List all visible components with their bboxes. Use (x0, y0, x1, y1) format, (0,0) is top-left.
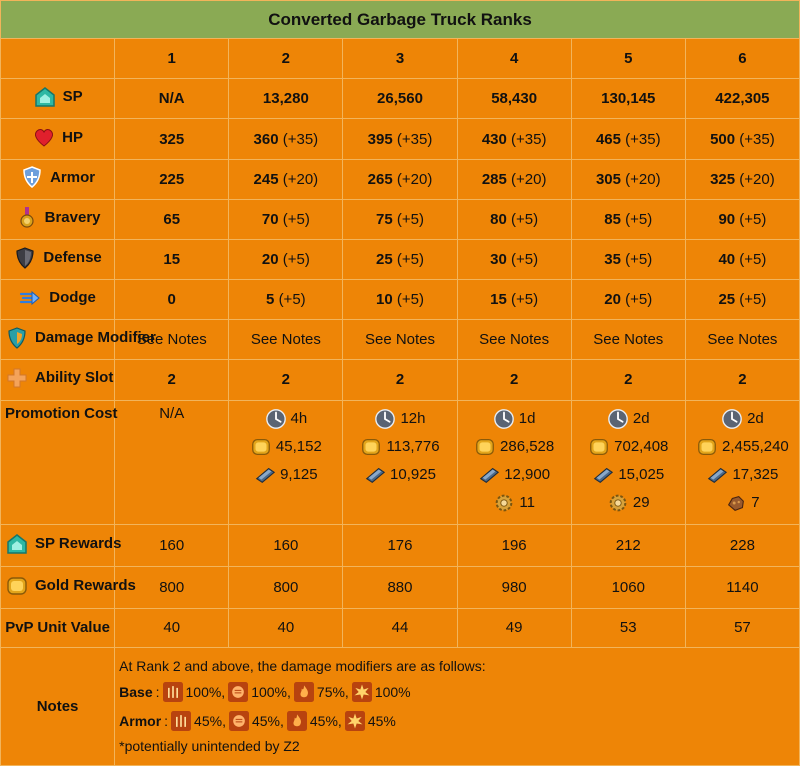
damage_modifier-label-cell (1, 320, 156, 360)
hp-cell-rank-4 (457, 119, 571, 159)
hp-increment: (+35) (396, 130, 433, 148)
gold_rewards-cell-rank-4 (457, 567, 571, 609)
armor-cell-rank-2 (229, 159, 343, 199)
armor-increment: (+20) (511, 170, 547, 188)
dodge-increment: (+5) (511, 291, 539, 309)
sp_rewards-cell-rank-2 (229, 525, 343, 567)
hp-row (1, 119, 800, 159)
defense-row (1, 239, 800, 279)
shield-icon (20, 165, 44, 189)
dodge-cell-rank-1 (115, 280, 229, 320)
ability_slot-value: 2 (167, 371, 176, 389)
armor-increment: (+20) (396, 170, 433, 188)
pvp-cell-rank-6 (685, 609, 799, 647)
defense-label: Defense (43, 249, 102, 266)
bravery-cell-rank-5 (571, 199, 685, 239)
fist-icon (229, 711, 249, 731)
cost-gold-value: 702,408 (614, 438, 669, 456)
damage_modifier-value: See Notes (593, 331, 664, 349)
rank-header-1: 1 (115, 39, 229, 79)
hp-cell-rank-3 (343, 119, 457, 159)
ability_slot-label-cell (1, 360, 115, 400)
ore-icon (725, 492, 747, 514)
gold-icon (250, 436, 272, 458)
cost-gold-line (233, 433, 338, 461)
gold-icon (696, 436, 718, 458)
cost-time-line (690, 405, 795, 433)
gold_rewards-row (1, 567, 800, 609)
cost-ore-line (690, 489, 795, 517)
iron-icon (592, 464, 614, 486)
armor-cell-rank-4 (457, 159, 571, 199)
sp_rewards-label: SP Rewards (35, 535, 122, 553)
armor-value: 325 (710, 170, 736, 188)
sp-row (1, 79, 800, 119)
ability_slot-label: Ability Slot (35, 369, 114, 387)
hp-value: 465 (595, 130, 621, 148)
pvp-cell-rank-5 (571, 609, 685, 647)
dodge-increment: (+5) (278, 291, 306, 309)
gold_rewards-value: 980 (501, 579, 527, 597)
hp-increment: (+35) (625, 130, 661, 148)
ability_slot-cell-rank-6 (685, 360, 799, 400)
cost-gold-value: 113,776 (386, 438, 440, 456)
rank-header-4: 4 (457, 39, 571, 79)
sp_rewards-value: 160 (273, 537, 299, 555)
medal-icon (15, 205, 39, 229)
gold_rewards-value: 1060 (611, 579, 645, 597)
gold-icon (588, 436, 610, 458)
defense-value: 35 (604, 251, 621, 268)
dodge-cell-rank-3 (343, 280, 457, 320)
gold_rewards-cell-rank-6 (685, 567, 799, 609)
armor-cell-rank-1 (115, 159, 229, 199)
armor-increment: (+20) (282, 170, 319, 188)
ability_slot-value: 2 (395, 371, 405, 389)
cost-time-line (347, 405, 452, 433)
gold_rewards-value: 800 (273, 579, 299, 597)
promotion-cost-rank-1 (115, 400, 229, 524)
promotion-cost-rank-6 (685, 400, 799, 524)
cost-time-value: 2d (632, 410, 650, 428)
sp-value: 26,560 (377, 90, 423, 108)
defense-cell-rank-5 (571, 239, 685, 279)
bravery-value: 90 (718, 210, 736, 228)
cost-gold-line (462, 433, 567, 461)
sp-label: SP (62, 88, 83, 106)
notes-base-bullets: 100%, (185, 683, 226, 700)
notes-armor-line: Armor : 45%, 45%, 45%, 45% (119, 712, 396, 729)
notes-row (1, 647, 800, 766)
cost-ore-value: 7 (751, 494, 760, 512)
hp-cell-rank-5 (571, 119, 685, 159)
bravery-cell-rank-6 (685, 199, 799, 239)
defense-increment: (+5) (739, 251, 767, 268)
sp-cell-rank-4 (457, 79, 571, 119)
gold-icon (5, 574, 29, 598)
rank-header-5: 5 (571, 39, 685, 79)
sp-icon (33, 85, 57, 109)
sp_rewards-cell-rank-1 (115, 525, 229, 567)
clock-icon (607, 408, 629, 430)
armor-value: 265 (367, 170, 393, 188)
defense-value: 20 (261, 251, 279, 268)
notes-armor-fire: 45%, (309, 712, 342, 729)
notes-base-label: Base (119, 683, 153, 700)
pvp-value: 53 (619, 619, 637, 637)
cost-time-value: 1d (518, 410, 536, 428)
cost-gold-value: 45,152 (275, 438, 322, 456)
dark-shield-icon (13, 246, 37, 270)
hp-value: 325 (159, 130, 185, 148)
damage_modifier-value: See Notes (364, 331, 436, 349)
gold_rewards-value: 880 (387, 579, 413, 597)
armor-increment: (+20) (739, 170, 775, 188)
damage_modifier-cell-rank-2 (229, 320, 343, 360)
cost-time-value: 12h (400, 410, 426, 428)
header-corner (1, 39, 115, 79)
iron-icon (254, 464, 276, 486)
cost-gear-line (462, 489, 567, 517)
defense-cell-rank-4 (457, 239, 571, 279)
damage_modifier-cell-rank-6 (685, 320, 799, 360)
hp-value: 430 (481, 130, 507, 148)
hp-label-cell (1, 119, 115, 159)
ability_slot-value: 2 (509, 371, 519, 389)
sp-value: 58,430 (491, 90, 538, 108)
ability_slot-cell-rank-4 (457, 360, 571, 400)
bravery-label: Bravery (44, 208, 101, 226)
gear-icon (493, 492, 515, 514)
cost-iron-value: 10,925 (390, 466, 436, 484)
dodge-value: 25 (718, 291, 736, 309)
pvp-value: 44 (391, 619, 409, 637)
notes-base-fist: 100%, (251, 683, 291, 700)
rank-header-row (1, 39, 800, 79)
sp_rewards-cell-rank-6 (685, 525, 799, 567)
hp-value: 500 (710, 130, 736, 148)
sp_rewards-cell-rank-5 (571, 525, 685, 567)
bullets-icon (171, 711, 191, 731)
bravery-cell-rank-1 (115, 199, 229, 239)
bravery-row (1, 199, 800, 239)
hp-increment: (+35) (739, 130, 775, 148)
armor-value: 285 (481, 170, 507, 188)
sp_rewards-cell-rank-4 (457, 525, 571, 567)
cost-gold-line (690, 433, 795, 461)
dodge-value: 0 (167, 291, 176, 309)
dodge-label: Dodge (49, 289, 96, 307)
promotion-cost-rank-3 (343, 400, 457, 524)
gold_rewards-cell-rank-3 (343, 567, 457, 609)
pvp-value: 40 (277, 619, 295, 637)
damage_modifier-value: See Notes (479, 331, 550, 349)
promotion-cost-row (1, 400, 800, 524)
clock-icon (265, 408, 287, 430)
dodge-increment: (+5) (739, 291, 767, 309)
pvp-value: 57 (734, 619, 751, 637)
armor-increment: (+20) (625, 170, 661, 188)
sp-cell-rank-5 (571, 79, 685, 119)
defense-value: 30 (490, 251, 507, 268)
cost-gold-line (576, 433, 681, 461)
armor-label-cell (1, 159, 115, 199)
clock-icon (721, 408, 743, 430)
sp-value: N/A (158, 90, 185, 108)
damage_modifier-value: See Notes (136, 331, 207, 349)
pvp-cell-rank-1 (115, 609, 229, 647)
ability_slot-cell-rank-1 (115, 360, 229, 400)
gear-icon (607, 492, 629, 514)
notes-armor-explosion: 45% (367, 712, 396, 729)
dodge-cell-rank-5 (571, 280, 685, 320)
explosion-icon (352, 682, 372, 702)
cost-gear-line (576, 489, 681, 517)
gold_rewards-label-cell (1, 567, 136, 609)
sp_rewards-value: 176 (387, 537, 413, 555)
cost-gold-value: 2,455,240 (722, 438, 789, 456)
promotion-cost-rank-2 (229, 400, 343, 524)
gold_rewards-cell-rank-5 (571, 567, 685, 609)
defense-cell-rank-1 (115, 239, 229, 279)
sp-icon (5, 532, 29, 556)
gold_rewards-value: 800 (159, 579, 185, 597)
sp_rewards-value: 196 (501, 537, 527, 555)
defense-value: 15 (163, 251, 181, 268)
bravery-value: 65 (163, 210, 181, 228)
fire-icon (287, 711, 307, 731)
gold_rewards-label: Gold Rewards (35, 577, 136, 595)
dodge-value: 5 (266, 291, 275, 309)
bravery-increment: (+5) (625, 210, 653, 228)
damage_modifier-cell-rank-5 (571, 320, 685, 360)
damage_modifier-label: Damage Modifier (35, 329, 156, 347)
cost-time-line (233, 405, 338, 433)
cost-time-value: 4h (290, 410, 308, 428)
ability_slot-value: 2 (281, 371, 291, 389)
gold_rewards-value: 1140 (726, 579, 759, 597)
armor-value: 245 (253, 170, 279, 188)
pvp-cell-rank-4 (457, 609, 571, 647)
notes-base-explosion: 100% (374, 683, 411, 700)
bravery-label-cell (1, 199, 115, 239)
fire-icon (294, 682, 314, 702)
bravery-increment: (+5) (282, 210, 310, 228)
ability_slot-cell-rank-2 (229, 360, 343, 400)
defense-cell-rank-6 (685, 239, 799, 279)
pvp-value: 40 (163, 619, 181, 637)
pvp-cell-rank-2 (229, 609, 343, 647)
armor-cell-rank-5 (571, 159, 685, 199)
defense-value: 40 (718, 251, 736, 268)
bravery-value: 80 (490, 210, 507, 228)
pvp-row (1, 609, 800, 647)
heart-icon (32, 125, 56, 149)
clock-icon (493, 408, 515, 430)
sp_rewards-value: 228 (729, 537, 755, 555)
promotion-cost-rank-5 (571, 400, 685, 524)
bravery-cell-rank-2 (229, 199, 343, 239)
ability_slot-value: 2 (624, 371, 633, 389)
cost-iron-line (462, 461, 567, 489)
rank-header-2: 2 (229, 39, 343, 79)
sp-value: 13,280 (262, 90, 309, 108)
armor-value: 225 (159, 170, 185, 188)
bullets-icon (163, 682, 183, 702)
ability_slot-cell-rank-3 (343, 360, 457, 400)
ability_slot-value: 2 (738, 371, 747, 389)
bravery-cell-rank-4 (457, 199, 571, 239)
sp-cell-rank-2 (229, 79, 343, 119)
damage-modifier-icon (5, 326, 29, 350)
sp-label-cell (1, 79, 115, 119)
cost-time-line (462, 405, 567, 433)
explosion-icon (345, 711, 365, 731)
notes-footnote: *potentially unintended by Z2 (119, 738, 300, 755)
hp-value: 395 (367, 130, 393, 148)
armor-cell-rank-6 (685, 159, 799, 199)
pvp-value: 49 (505, 619, 523, 637)
cost-gold-value: 286,528 (500, 438, 555, 456)
dodge-value: 15 (490, 291, 507, 309)
gold-icon (360, 436, 382, 458)
rank-header-6: 6 (685, 39, 799, 79)
pvp-label: PvP Unit Value (5, 619, 110, 637)
notes-base-fire: 75%, (316, 683, 349, 700)
sp_rewards-cell-rank-3 (343, 525, 457, 567)
promotion-cost-na: N/A (159, 404, 185, 422)
notes-armor-fist: 45%, (251, 712, 284, 729)
defense-increment: (+5) (396, 251, 424, 268)
defense-cell-rank-3 (343, 239, 457, 279)
dodge-row (1, 280, 800, 320)
iron-icon (364, 464, 386, 486)
sp-cell-rank-6 (685, 79, 799, 119)
dodge-increment: (+5) (396, 291, 424, 309)
sp_rewards-label-cell (1, 525, 122, 567)
notes-cell (115, 647, 800, 766)
dodge-increment: (+5) (625, 291, 653, 309)
hp-cell-rank-6 (685, 119, 799, 159)
bravery-increment: (+5) (739, 210, 767, 228)
cost-gear-value: 29 (632, 494, 650, 512)
notes-armor-bullets: 45%, (194, 712, 226, 729)
cost-iron-value: 17,325 (732, 466, 779, 484)
sp-value: 130,145 (601, 90, 656, 108)
cost-iron-value: 15,025 (618, 466, 665, 484)
ability_slot-row (1, 360, 800, 400)
armor-label: Armor (50, 168, 96, 186)
bravery-increment: (+5) (511, 210, 539, 228)
damage_modifier-value: See Notes (707, 331, 778, 349)
cost-iron-line (233, 461, 338, 489)
notes-intro: At Rank 2 and above, the damage modifiers are as follows: (119, 658, 486, 675)
bravery-value: 85 (604, 210, 621, 228)
cost-time-value: 2d (747, 410, 764, 428)
cost-iron-line (347, 461, 452, 489)
plus-icon (5, 366, 29, 390)
cost-iron-line (576, 461, 681, 489)
sp-value: 422,305 (715, 90, 770, 108)
bravery-value: 75 (376, 210, 393, 228)
iron-icon (706, 464, 728, 486)
promotion-cost-label: Promotion Cost (5, 404, 118, 422)
hp-cell-rank-1 (115, 119, 229, 159)
sp_rewards-row (1, 525, 800, 567)
cost-time-line (576, 405, 681, 433)
damage_modifier-value: See Notes (250, 331, 321, 349)
cost-iron-line (690, 461, 795, 489)
table-title: Converted Garbage Truck Ranks (1, 1, 800, 39)
notes-label: Notes (1, 647, 115, 766)
sp-cell-rank-1 (115, 79, 229, 119)
rank-header-3: 3 (343, 39, 457, 79)
armor-cell-rank-3 (343, 159, 457, 199)
gold-icon (474, 436, 496, 458)
cost-gold-line (347, 433, 452, 461)
pvp-label-cell (1, 609, 115, 647)
dodge-value: 20 (604, 291, 621, 309)
bravery-cell-rank-3 (343, 199, 457, 239)
sp_rewards-value: 212 (615, 537, 641, 555)
hp-label: HP (62, 128, 83, 146)
promotion-cost-label-cell (1, 400, 118, 524)
dodge-icon (19, 286, 43, 310)
damage_modifier-cell-rank-3 (343, 320, 457, 360)
cost-iron-value: 9,125 (280, 466, 318, 484)
defense-cell-rank-2 (229, 239, 343, 279)
hp-increment: (+35) (282, 130, 319, 148)
dodge-cell-rank-4 (457, 280, 571, 320)
dodge-cell-rank-6 (685, 280, 799, 320)
sp_rewards-value: 160 (159, 537, 185, 555)
bravery-value: 70 (261, 210, 279, 228)
cost-iron-value: 12,900 (504, 466, 551, 484)
iron-icon (478, 464, 500, 486)
damage_modifier-row (1, 320, 800, 360)
hp-increment: (+35) (511, 130, 547, 148)
sp-cell-rank-3 (343, 79, 457, 119)
fist-icon (228, 682, 248, 702)
defense-increment: (+5) (511, 251, 539, 268)
armor-value: 305 (595, 170, 621, 188)
hp-cell-rank-2 (229, 119, 343, 159)
armor-row (1, 159, 800, 199)
dodge-cell-rank-2 (229, 280, 343, 320)
notes-armor-label: Armor (119, 712, 162, 729)
defense-value: 25 (376, 251, 393, 268)
cost-gear-value: 11 (519, 494, 535, 512)
gold_rewards-cell-rank-2 (229, 567, 343, 609)
defense-increment: (+5) (625, 251, 653, 268)
bravery-increment: (+5) (396, 210, 424, 228)
promotion-cost-rank-4 (457, 400, 571, 524)
dodge-value: 10 (376, 291, 393, 309)
notes-base-line: Base : 100%, 100%, 75%, 100% (119, 683, 411, 700)
ability_slot-cell-rank-5 (571, 360, 685, 400)
defense-increment: (+5) (282, 251, 310, 268)
defense-label-cell (1, 239, 115, 279)
dodge-label-cell (1, 280, 115, 320)
clock-icon (374, 408, 396, 430)
pvp-cell-rank-3 (343, 609, 457, 647)
hp-value: 360 (253, 130, 279, 148)
damage_modifier-cell-rank-4 (457, 320, 571, 360)
